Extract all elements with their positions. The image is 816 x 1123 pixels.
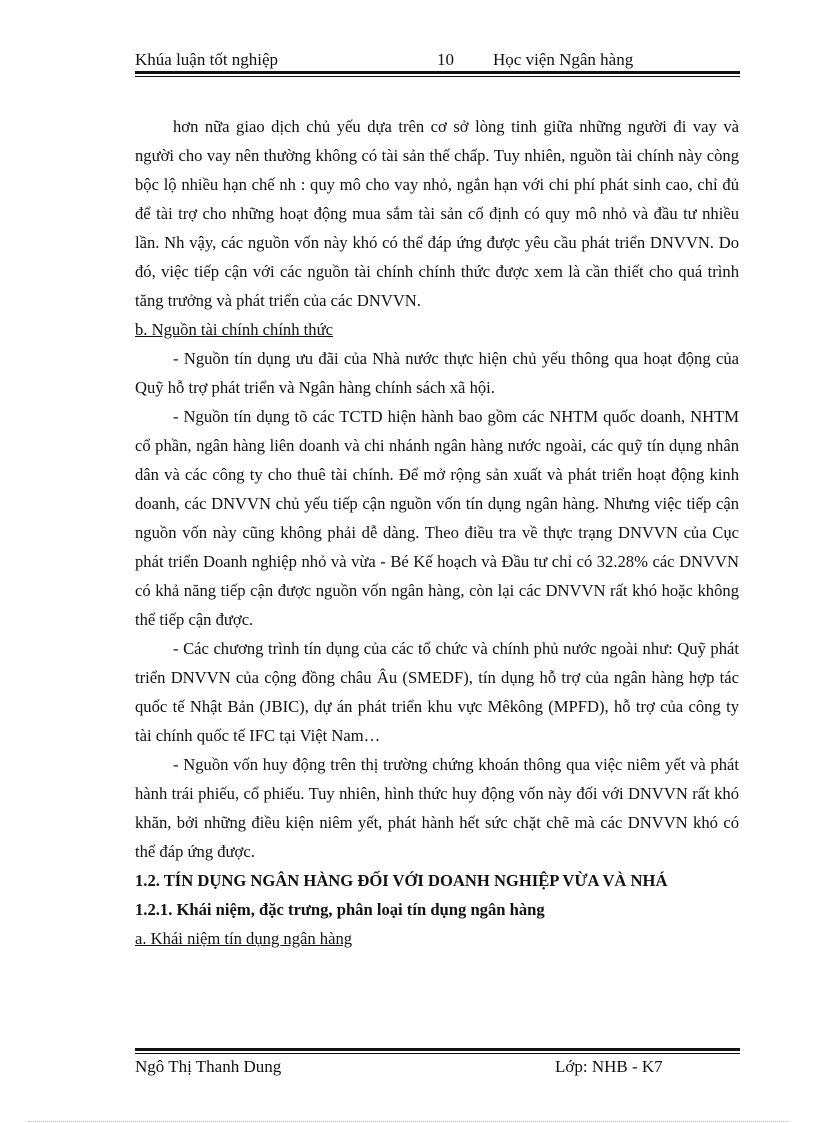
footer-author: Ngô Thị Thanh Dung: [135, 1057, 282, 1076]
subsection-heading: 1.2.1. Khái niệm, đặc trưng, phân loại tín dụng ngân hàng: [135, 900, 545, 919]
footer-class: Lớp: NHB - K7: [555, 1057, 663, 1076]
paragraph-foreign-programs: - Các chương trình tín dụng của các tổ chức và chính phủ nước ngoài như: Quỹ phát triển DNVVN của cộng đồng châu Âu (SMEDF), tín dụng hỗ trợ của ngân hàng hợp tác quốc tế Nhật Bản (JBIC), dự án phát triển khu vực Mêkông (MPFD), hỗ trợ của công ty tài chính quốc tế IFC tại Việt Nam…: [135, 639, 739, 745]
footer-rule-thin: [135, 1053, 740, 1054]
paragraph-informal-finance: hơn nữa giao dịch chủ yếu dựa trên cơ sở lòng tinh giữa những người đi vay và người cho vay nên thường không có tài sản thế chấp. Tuy nhiên, nguồn tài chính này còng bộc lộ nhiều hạn chế nh : quy mô cho vay nhỏ, ngắn hạn với chi phí phát sinh cao, chỉ đủ để tài trợ cho những hoạt động mua sắm tài sản cố định có quy mô nhỏ và đầu tư nhiều lần. Nh vậy, các nguồn vốn này khó có thể đáp ứng được yêu cầu phát triển DNVVN. Do đó, việc tiếp cận với các nguồn tài chính chính thức được xem là cần thiết cho quá trình tăng trưởng và phát triển của các DNVVN.: [135, 117, 739, 310]
paragraph-stock-market: - Nguồn vốn huy động trên thị trường chứng khoán thông qua việc niêm yết và phát hành trái phiếu, cổ phiếu. Tuy nhiên, hình thức huy động vốn này đối với DNVVN rất khó khăn, bởi những điều kiện niêm yết, phát hành hết sức chặt chẽ mà các DNVVN khó có thể đáp ứng được.: [135, 755, 739, 861]
document-body: [135, 112, 739, 953]
page-header: [135, 48, 740, 72]
header-institution: Học viện Ngân hàng: [493, 50, 634, 69]
page-edge-divider: [28, 1121, 788, 1122]
paragraph-bank-credit: - Nguồn tín dụng tõ các TCTD hiện hành bao gồm các NHTM quốc doanh, NHTM cổ phần, ngân hàng liên doanh và chi nhánh ngân hàng nước ngoài, các quỹ tín dụng nhân dân và các công ty cho thuê tài chính. Để mở rộng sản xuất và phát triển hoạt động kinh doanh, các DNVVN chủ yếu tiếp cận nguồn vốn tín dụng ngân hàng. Nhưng việc tiếp cận nguồn vốn này cũng không phải dễ dàng. Theo điều tra về thực trạng DNVVN của Cục phát triển Doanh nghiệp nhỏ và vừa - Bé Kế hoạch và Đầu tư chỉ có 32.28% các DNVVN có khả năng tiếp cận được nguồn vốn ngân hàng, còn lại các DNVVN rất khó hoặc không thể tiếp cận được.: [135, 407, 739, 629]
page-number: 10: [437, 50, 454, 69]
subheading-credit-concept: a. Khái niệm tín dụng ngân hàng: [135, 929, 353, 948]
subheading-formal-finance: b. Nguồn tài chính chính thức: [135, 320, 333, 339]
header-thesis-label: Khúa luận tốt nghiệp: [135, 50, 279, 69]
header-rule-thin: [135, 76, 740, 77]
header-rule-thick: [135, 71, 740, 74]
paragraph-state-credit: - Nguồn tín dụng ưu đãi của Nhà nước thực hiện chủ yếu thông qua hoạt động của Quỹ hỗ trợ phát triển và Ngân hàng chính sách xã hội.: [135, 349, 739, 397]
page-footer: [135, 1055, 740, 1079]
footer-rule-thick: [135, 1048, 740, 1051]
section-heading: 1.2. TÍN DỤNG NGÂN HÀNG ĐỐI VỚI DOANH NGHIỆP VỪA VÀ NHÁ: [135, 871, 668, 890]
